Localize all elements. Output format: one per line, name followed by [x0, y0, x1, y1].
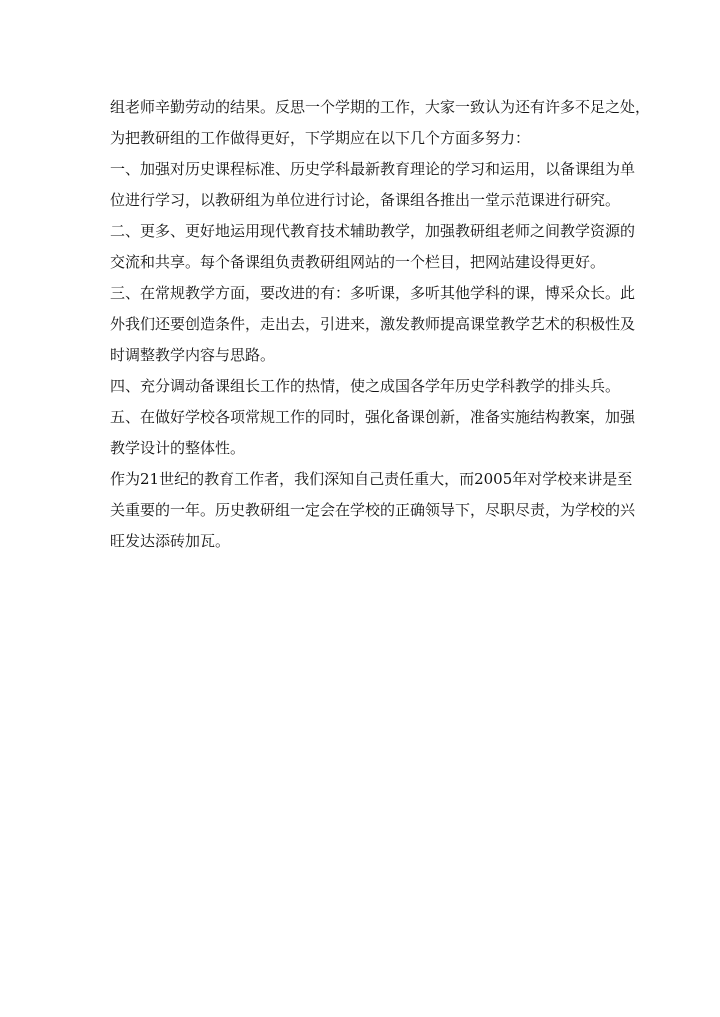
text-line: 位进行学习，以教研组为单位进行讨论，备课组各推出一堂示范课进行研究。	[110, 191, 621, 209]
text-line: 四、充分调动备课组长工作的热情，使之成国各学年历史学科教学的排头兵。	[110, 377, 621, 395]
text-line: 教学设计的整体性。	[110, 439, 246, 457]
document-body	[110, 92, 651, 557]
text-line: 一、加强对历史课程标准、历史学科最新教育理论的学习和运用，以备课组为单	[110, 160, 636, 178]
text-line: 交流和共享。每个备课组负责教研组网站的一个栏目，把网站建设得更好。	[110, 253, 606, 271]
text-line: 三、在常规教学方面，要改进的有：多听课，多听其他学科的课，博采众长。此	[110, 284, 636, 302]
text-line: 旺发达添砖加瓦。	[110, 532, 231, 550]
text-line: 五、在做好学校各项常规工作的同时，强化备课创新，准备实施结构教案，加强	[110, 408, 636, 426]
text-line: 外我们还要创造条件，走出去，引进来，激发教师提高课堂教学艺术的积极性及	[110, 315, 636, 333]
text-line: 作为21世纪的教育工作者，我们深知自己责任重大，而2005年对学校来讲是至	[110, 470, 633, 488]
text-line: 二、更多、更好地运用现代教育技术辅助教学，加强教研组老师之间教学资源的	[110, 222, 636, 240]
text-line: 为把教研组的工作做得更好，下学期应在以下几个方面多努力：	[110, 129, 531, 147]
text-line: 时调整教学内容与思路。	[110, 346, 276, 364]
text-line: 关重要的一年。历史教研组一定会在学校的正确领导下，尽职尽责，为学校的兴	[110, 501, 636, 519]
text-line: 组老师辛勤劳动的结果。反思一个学期的工作，大家一致认为还有许多不足之处，	[110, 98, 651, 116]
